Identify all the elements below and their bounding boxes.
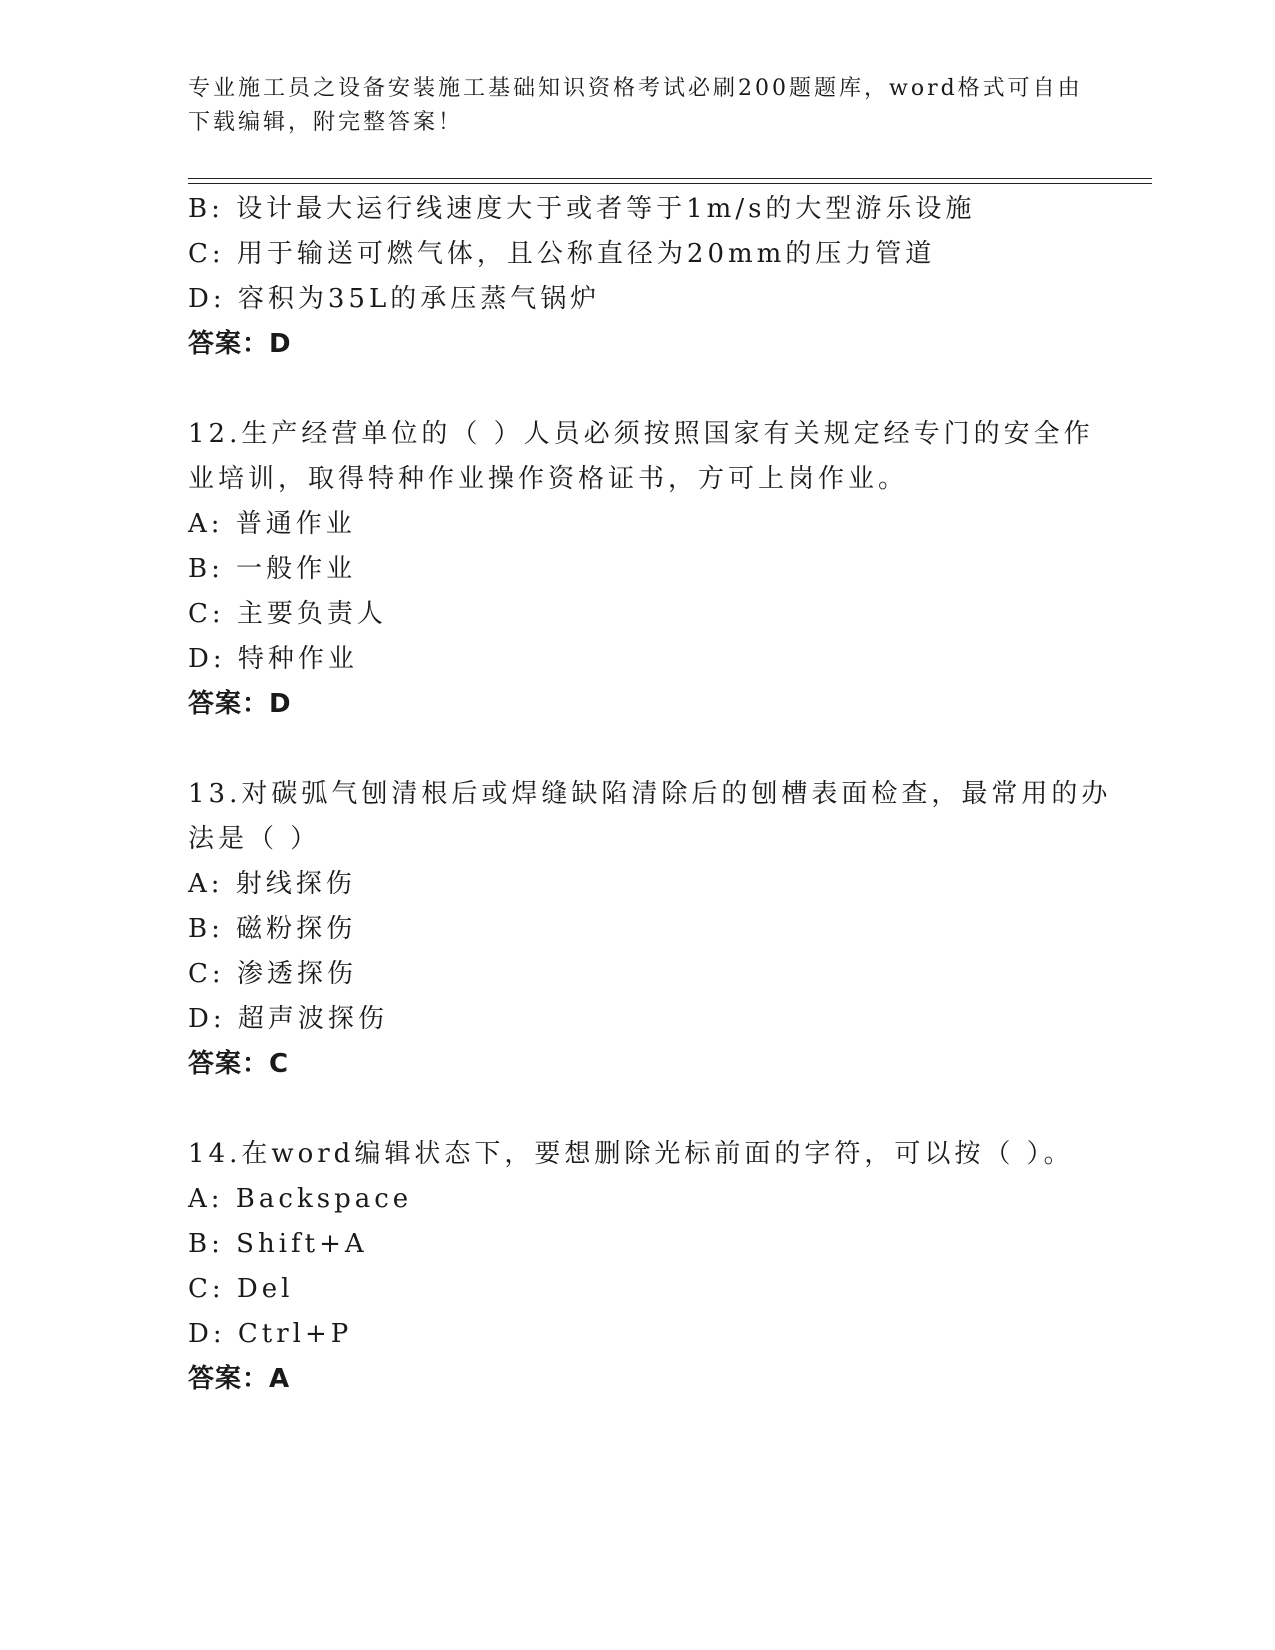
q12-option-b: B: 一般作业: [188, 554, 357, 584]
q14-stem-line-1: 14.在word编辑状态下，要想删除光标前面的字符，可以按（ ）。: [188, 1139, 1074, 1169]
q14-answer: 答案：A: [188, 1364, 291, 1394]
q11-option-d: D: 容积为35L的承压蒸气锅炉: [188, 284, 601, 314]
q14-option-b: B: Shift+A: [188, 1229, 368, 1259]
q13-option-c: C: 渗透探伤: [188, 959, 357, 989]
q13-stem-line-2: 法是（ ）: [188, 824, 321, 854]
header-divider-bottom: [188, 183, 1152, 184]
q12-answer: 答案：D: [188, 689, 292, 719]
q12-option-d: D: 特种作业: [188, 644, 358, 674]
q14-option-a: A: Backspace: [188, 1184, 413, 1214]
document-header: [188, 72, 1088, 140]
q14-option-d: D: Ctrl+P: [188, 1319, 353, 1349]
q12-stem-line-2: 业培训，取得特种作业操作资格证书，方可上岗作业。: [188, 464, 909, 494]
header-line-1: 专业施工员之设备安装施工基础知识资格考试必刷200题题库，word格式可自由: [188, 76, 1083, 101]
header-line-2: 下载编辑，附完整答案！: [188, 110, 464, 135]
q13-option-d: D: 超声波探伤: [188, 1004, 388, 1034]
q13-stem-line-1: 13.对碳弧气刨清根后或焊缝缺陷清除后的刨槽表面检查，最常用的办: [188, 779, 1112, 809]
q11-option-b: B: 设计最大运行线速度大于或者等于1m/s的大型游乐设施: [188, 194, 976, 224]
header-divider-top: [188, 178, 1152, 179]
q12-option-a: A: 普通作业: [188, 509, 356, 539]
q13-answer: 答案：C: [188, 1049, 290, 1079]
q13-option-a: A: 射线探伤: [188, 869, 356, 899]
q14-option-c: C: Del: [188, 1274, 294, 1304]
q11-option-c: C: 用于输送可燃气体，且公称直径为20mm的压力管道: [188, 239, 936, 269]
q12-option-c: C: 主要负责人: [188, 599, 387, 629]
q12-stem-line-1: 12.生产经营单位的（ ）人员必须按照国家有关规定经专门的安全作: [188, 419, 1094, 449]
q11-answer: 答案：D: [188, 329, 292, 359]
q13-option-b: B: 磁粉探伤: [188, 914, 357, 944]
